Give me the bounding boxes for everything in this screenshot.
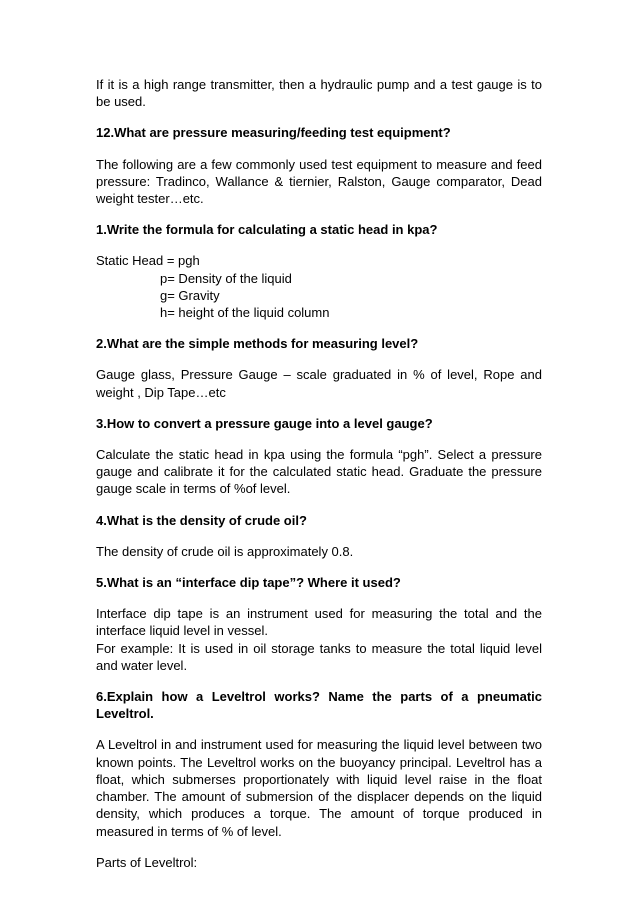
answer-12-paragraph: The following are a few commonly used test equipment to measure and feed pressure: Tradinco, Wallance & tiernier, Ralston, Gauge comparator, Dead weight tester…etc. xyxy=(96,156,542,207)
answer-2-paragraph: Gauge glass, Pressure Gauge – scale graduated in % of level, Rope and weight , Dip Tape…etc xyxy=(96,367,542,400)
parts-label: Parts of Leveltrol: xyxy=(96,854,198,870)
question-6-heading: 6.Explain how a Leveltrol works? Name the parts of a pneumatic Leveltrol. xyxy=(96,689,542,722)
formula-line: Static Head = pgh xyxy=(96,253,200,269)
answer-3-paragraph: Calculate the static head in kpa using the formula “pgh”. Select a pressure gauge and calibrate it for the calculated static head. Graduate the pressure gauge scale in terms of %of level. xyxy=(96,447,542,497)
document-body xyxy=(96,76,542,885)
answer-6-paragraph: A Leveltrol in and instrument used for measuring the liquid level between two known points. The Leveltrol works on the buoyancy principal. Leveltrol has a float, which submerses proportionately with liquid level raise in the float chamber. The amount of submersion of the displacer depends on the liquid density, which produces a torque. The amount of torque produced in measured in terms of % of level. xyxy=(96,737,542,839)
question-12-heading: 12.What are pressure measuring/feeding test equipment? xyxy=(96,125,451,141)
intro-paragraph: If it is a high range transmitter, then a hydraulic pump and a test gauge is to be used. xyxy=(96,77,542,110)
answer-1-formula xyxy=(96,252,542,321)
answer-5-line-2: For example: It is used in oil storage tanks to measure the total liquid level and water level. xyxy=(96,640,542,673)
answer-5-block xyxy=(96,605,542,674)
answer-4-paragraph: The density of crude oil is approximately 0.8. xyxy=(96,543,354,559)
formula-variable-g: g= Gravity xyxy=(160,287,220,303)
answer-5-line-1: Interface dip tape is an instrument used for measuring the total and the interface liquid level in vessel. xyxy=(96,606,542,639)
question-3-heading: 3.How to convert a pressure gauge into a level gauge? xyxy=(96,415,433,431)
question-5-heading: 5.What is an “interface dip tape”? Where it used? xyxy=(96,575,401,591)
formula-variable-p: p= Density of the liquid xyxy=(160,270,292,286)
question-2-heading: 2.What are the simple methods for measuring level? xyxy=(96,336,419,352)
question-4-heading: 4.What is the density of crude oil? xyxy=(96,512,307,528)
question-1-heading: 1.Write the formula for calculating a static head in kpa? xyxy=(96,222,438,238)
formula-variable-h: h= height of the liquid column xyxy=(160,305,330,321)
